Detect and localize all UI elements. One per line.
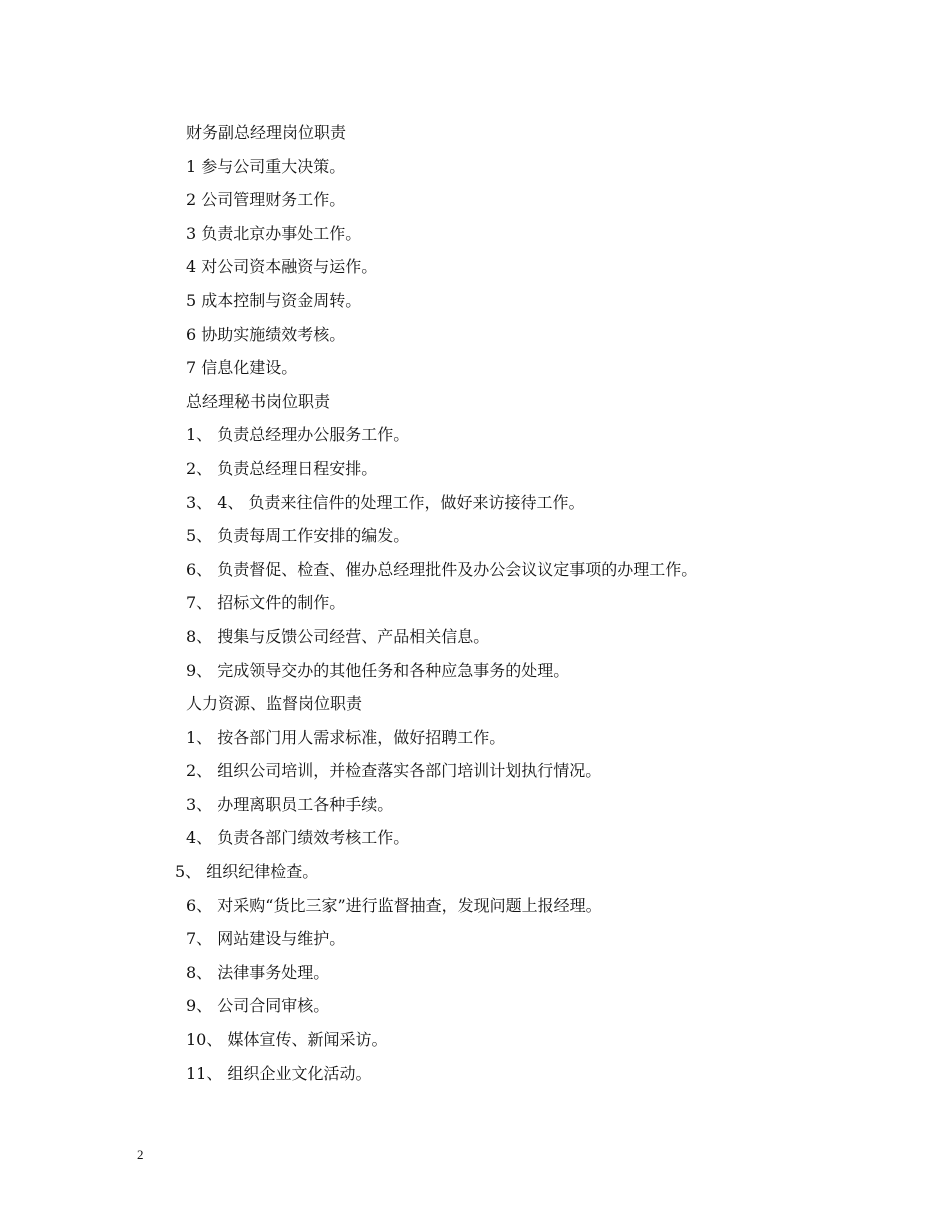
list-item: 9、 公司合同审核。 — [186, 996, 330, 1016]
list-item: 9、 完成领导交办的其他任务和各种应急事务的处理。 — [186, 660, 570, 680]
section-title-hr-supervision: 人力资源、监督岗位职责 — [186, 694, 363, 714]
list-item: 11、 组织企业文化活动。 — [186, 1063, 372, 1083]
section-title-gm-secretary: 总经理秘书岗位职责 — [186, 391, 331, 411]
list-item: 6 协助实施绩效考核。 — [186, 324, 346, 344]
list-item: 1、 负责总经理办公服务工作。 — [186, 425, 410, 445]
list-item: 2 公司管理财务工作。 — [186, 190, 346, 210]
list-item: 3、 办理离职员工各种手续。 — [186, 794, 394, 814]
list-item: 7、 网站建设与维护。 — [186, 929, 346, 949]
list-item: 5、 负责每周工作安排的编发。 — [186, 526, 410, 546]
list-item: 10、 媒体宣传、新闻采访。 — [186, 1030, 388, 1050]
list-item: 2、 负责总经理日程安排。 — [186, 458, 378, 478]
document-body — [175, 116, 886, 1090]
page-number: 2 — [137, 1147, 144, 1162]
list-item: 2、 组织公司培训，并检查落实各部门培训计划执行情况。 — [186, 761, 602, 781]
list-item: 5、 组织纪律检查。 — [175, 862, 319, 882]
list-item: 3 负责北京办事处工作。 — [186, 223, 362, 243]
list-item: 3、 4、 负责来往信件的处理工作，做好来访接待工作。 — [186, 492, 585, 512]
list-item: 8、 搜集与反馈公司经营、产品相关信息。 — [186, 626, 490, 646]
list-item: 5 成本控制与资金周转。 — [186, 290, 362, 310]
section-title-finance-vp: 财务副总经理岗位职责 — [186, 123, 347, 142]
list-item: 7 信息化建设。 — [186, 358, 298, 378]
list-item: 6、 对采购“货比三家”进行监督抽查，发现问题上报经理。 — [186, 895, 602, 915]
list-item: 4 对公司资本融资与运作。 — [186, 257, 378, 277]
list-item: 1 参与公司重大决策。 — [186, 156, 346, 176]
list-item: 4、 负责各部门绩效考核工作。 — [186, 828, 410, 848]
list-item: 6、 负责督促、检查、催办总经理批件及办公会议议定事项的办理工作。 — [186, 559, 698, 579]
list-item: 8、 法律事务处理。 — [186, 962, 330, 982]
list-item: 7、 招标文件的制作。 — [186, 593, 346, 613]
list-item: 1、 按各部门用人需求标准，做好招聘工作。 — [186, 727, 506, 747]
